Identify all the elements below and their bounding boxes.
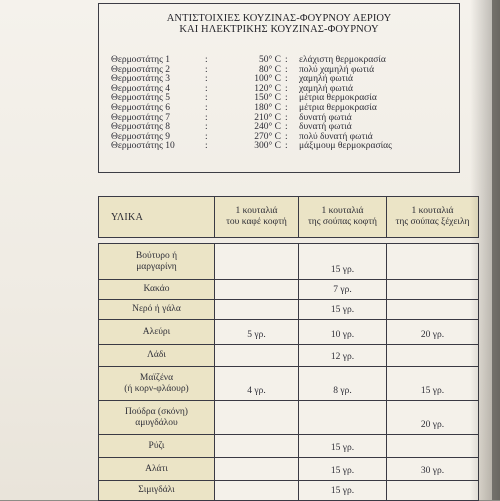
ingredient-name-cell [99,244,215,280]
thermostat-name: Θερμοστάτης 2 [111,64,171,75]
thermostat-temperature: 300° C [254,141,281,152]
ingredient-name-line: Ρύζι [148,440,165,451]
table-row [99,401,479,435]
separator-colon: : [205,141,208,152]
thermostat-description: μάξιμουμ θερμοκρασίας [299,141,392,152]
ingredient-name-cell [99,401,215,435]
ingredient-name-line: μαργαρίνη [136,261,177,272]
thermostat-temperature: 180° C [254,103,281,113]
tablespoon-level-cell: 15 γρ. [299,458,387,481]
thermostat-description: δυνατή φωτιά [299,112,352,123]
thermostat-name: Θερμοστάτης 6 [111,103,171,113]
header-line: της σούπας ξέχειλη [395,217,470,227]
thermostat-temperature: 270° C [254,131,281,142]
teaspoon-level-cell [215,481,299,501]
thermostat-description: δυνατή φωτιά [299,122,352,133]
tablespoon-level-cell: 15 γρ. [299,244,387,280]
teaspoon-level-cell [215,435,299,458]
table-row [99,458,479,481]
teaspoon-level-cell [215,280,299,300]
separator-colon: : [285,131,288,142]
header-line: 1 κουταλιά [235,206,278,216]
tablespoon-level-cell: 12 γρ. [299,345,387,367]
separator-colon: : [205,131,208,142]
table-row [99,320,479,345]
separator-colon: : [285,55,288,65]
ingredient-name-line: Σιμιγδάλι [138,485,175,495]
ingredient-name-cell [99,345,215,367]
ingredients-header: ΥΛΙΚΑ [99,197,215,238]
ingredient-name-cell [99,367,215,401]
table-row [99,280,479,300]
thermostat-temperature: 80° C [258,64,281,75]
ingredient-name-line: Βούτυρο ή [135,250,178,261]
box-title-line1: ΑΝΤΙΣΤΟΙΧΙΕΣ ΚΟΥΖΙΝΑΣ-ΦΟΥΡΝΟΥ ΑΕΡΙΟΥ [166,13,392,24]
thermostat-temperature: 150° C [254,93,281,104]
ingredient-name-cell [99,435,215,458]
thermostat-name: Θερμοστάτης 8 [111,122,171,133]
separator-colon: : [205,55,208,65]
thermostat-description: χαμηλή φωτιά [299,74,353,85]
tablespoon-level-header [299,197,387,238]
tablespoon-level-cell [299,401,387,435]
header-line: 1 κουταλιά [411,206,454,216]
separator-colon: : [205,122,208,133]
tablespoon-heaped-cell: 20 γρ. [387,401,479,435]
thermostat-temperature: 240° C [254,122,281,133]
thermostat-name: Θερμοστάτης 1 [111,55,171,65]
ingredient-name-line: Αλάτι [145,463,168,474]
separator-colon: : [205,112,208,123]
table-row [99,345,479,367]
tablespoon-level-cell: 15 γρ. [299,300,387,320]
thermostat-temperature: 120° C [254,83,281,94]
tablespoon-level-cell: 8 γρ. [299,367,387,401]
thermostat-description: χαμηλή φωτιά [299,83,353,94]
thermostat-name: Θερμοστάτης 7 [111,112,171,123]
tablespoon-heaped-cell [387,300,479,320]
ingredient-name-cell [99,320,215,345]
tablespoon-heaped-cell [387,435,479,458]
teaspoon-level-cell: 4 γρ. [215,367,299,401]
separator-colon: : [205,64,208,75]
teaspoon-level-header [215,197,299,238]
tablespoon-heaped-cell: 15 γρ. [387,367,479,401]
thermostat-description: μέτρια θερμοκρασία [299,103,377,113]
thermostat-name: Θερμοστάτης 4 [111,83,171,94]
table-header-row [99,197,479,238]
teaspoon-level-cell [215,458,299,481]
header-line: του καφέ κοφτή [226,217,287,227]
header-line: της σούπας κοφτή [307,217,377,227]
ingredients-measures-table [98,196,479,501]
tablespoon-level-cell: 10 γρ. [299,320,387,345]
ingredient-name-cell [99,300,215,320]
separator-colon: : [285,83,288,94]
separator-colon: : [205,93,208,104]
ingredient-name-cell [99,458,215,481]
thermostat-temperature: 100° C [254,74,281,85]
thermostat-description: πολύ χαμηλή φωτιά [299,64,375,75]
tablespoon-heaped-cell: 20 γρ. [387,320,479,345]
tablespoon-heaped-cell [387,345,479,367]
ingredient-name-line: Αλεύρι [142,326,171,337]
ingredient-name-cell [99,280,215,300]
thermostat-name: Θερμοστάτης 3 [111,74,171,85]
separator-colon: : [285,74,288,85]
separator-colon: : [205,74,208,85]
thermostat-temperature: 210° C [254,112,281,123]
teaspoon-level-cell [215,401,299,435]
thermostat-name: Θερμοστάτης 5 [111,93,171,104]
tablespoon-heaped-cell: 30 γρ. [387,458,479,481]
table-row [99,435,479,458]
teaspoon-level-cell [215,345,299,367]
table-row [99,300,479,320]
separator-colon: : [285,141,288,152]
thermostat-description: πολύ δυνατή φωτιά [299,131,373,142]
box-title-line2: ΚΑΙ ΗΛΕΚΤΡΙΚΗΣ ΚΟΥΖΙΝΑΣ-ΦΟΥΡΝΟΥ [179,24,379,35]
tablespoon-heaped-cell [387,481,479,501]
separator-colon: : [285,64,288,75]
ingredient-name-line: Νερό ή γάλα [132,304,181,314]
separator-colon: : [205,83,208,94]
separator-colon: : [285,93,288,104]
separator-colon: : [205,103,208,113]
ingredient-name-line: Κακάο [143,284,170,294]
tablespoon-heaped-header [387,197,479,238]
separator-colon: : [285,103,288,113]
thermostat-name: Θερμοστάτης 10 [111,141,175,152]
table-row [99,367,479,401]
tablespoon-level-cell: 15 γρ. [299,435,387,458]
tablespoon-level-cell: 7 γρ. [299,280,387,300]
teaspoon-level-cell [215,244,299,280]
ingredient-name-line: (ή κορν-φλάουρ) [124,383,189,394]
ingredient-name-line: Λάδι [147,350,166,360]
tablespoon-heaped-cell [387,280,479,300]
header-line: 1 κουταλιά [321,206,364,216]
teaspoon-level-cell [215,300,299,320]
table-row [99,481,479,501]
tablespoon-heaped-cell [387,244,479,280]
ingredient-name-cell [99,481,215,501]
page-gutter-shadow [470,0,500,500]
ingredient-name-line: Μαϊζένα [139,372,174,383]
thermostat-description: ελάχιστη θερμοκρασία [299,55,386,65]
separator-colon: : [285,122,288,133]
separator-colon: : [285,112,288,123]
thermostat-correspondence-box [98,3,460,173]
thermostat-name: Θερμοστάτης 9 [111,131,171,142]
thermostat-description: μέτρια θερμοκρασία [299,93,377,104]
ingredient-name-line: αμυγδάλου [135,417,178,428]
thermostat-temperature: 50° C [258,55,281,65]
table-body [99,244,479,501]
ingredient-name-line: Πούδρα (σκόνη) [125,406,188,417]
teaspoon-level-cell: 5 γρ. [215,320,299,345]
tablespoon-level-cell: 15 γρ. [299,481,387,501]
table-row [99,244,479,280]
